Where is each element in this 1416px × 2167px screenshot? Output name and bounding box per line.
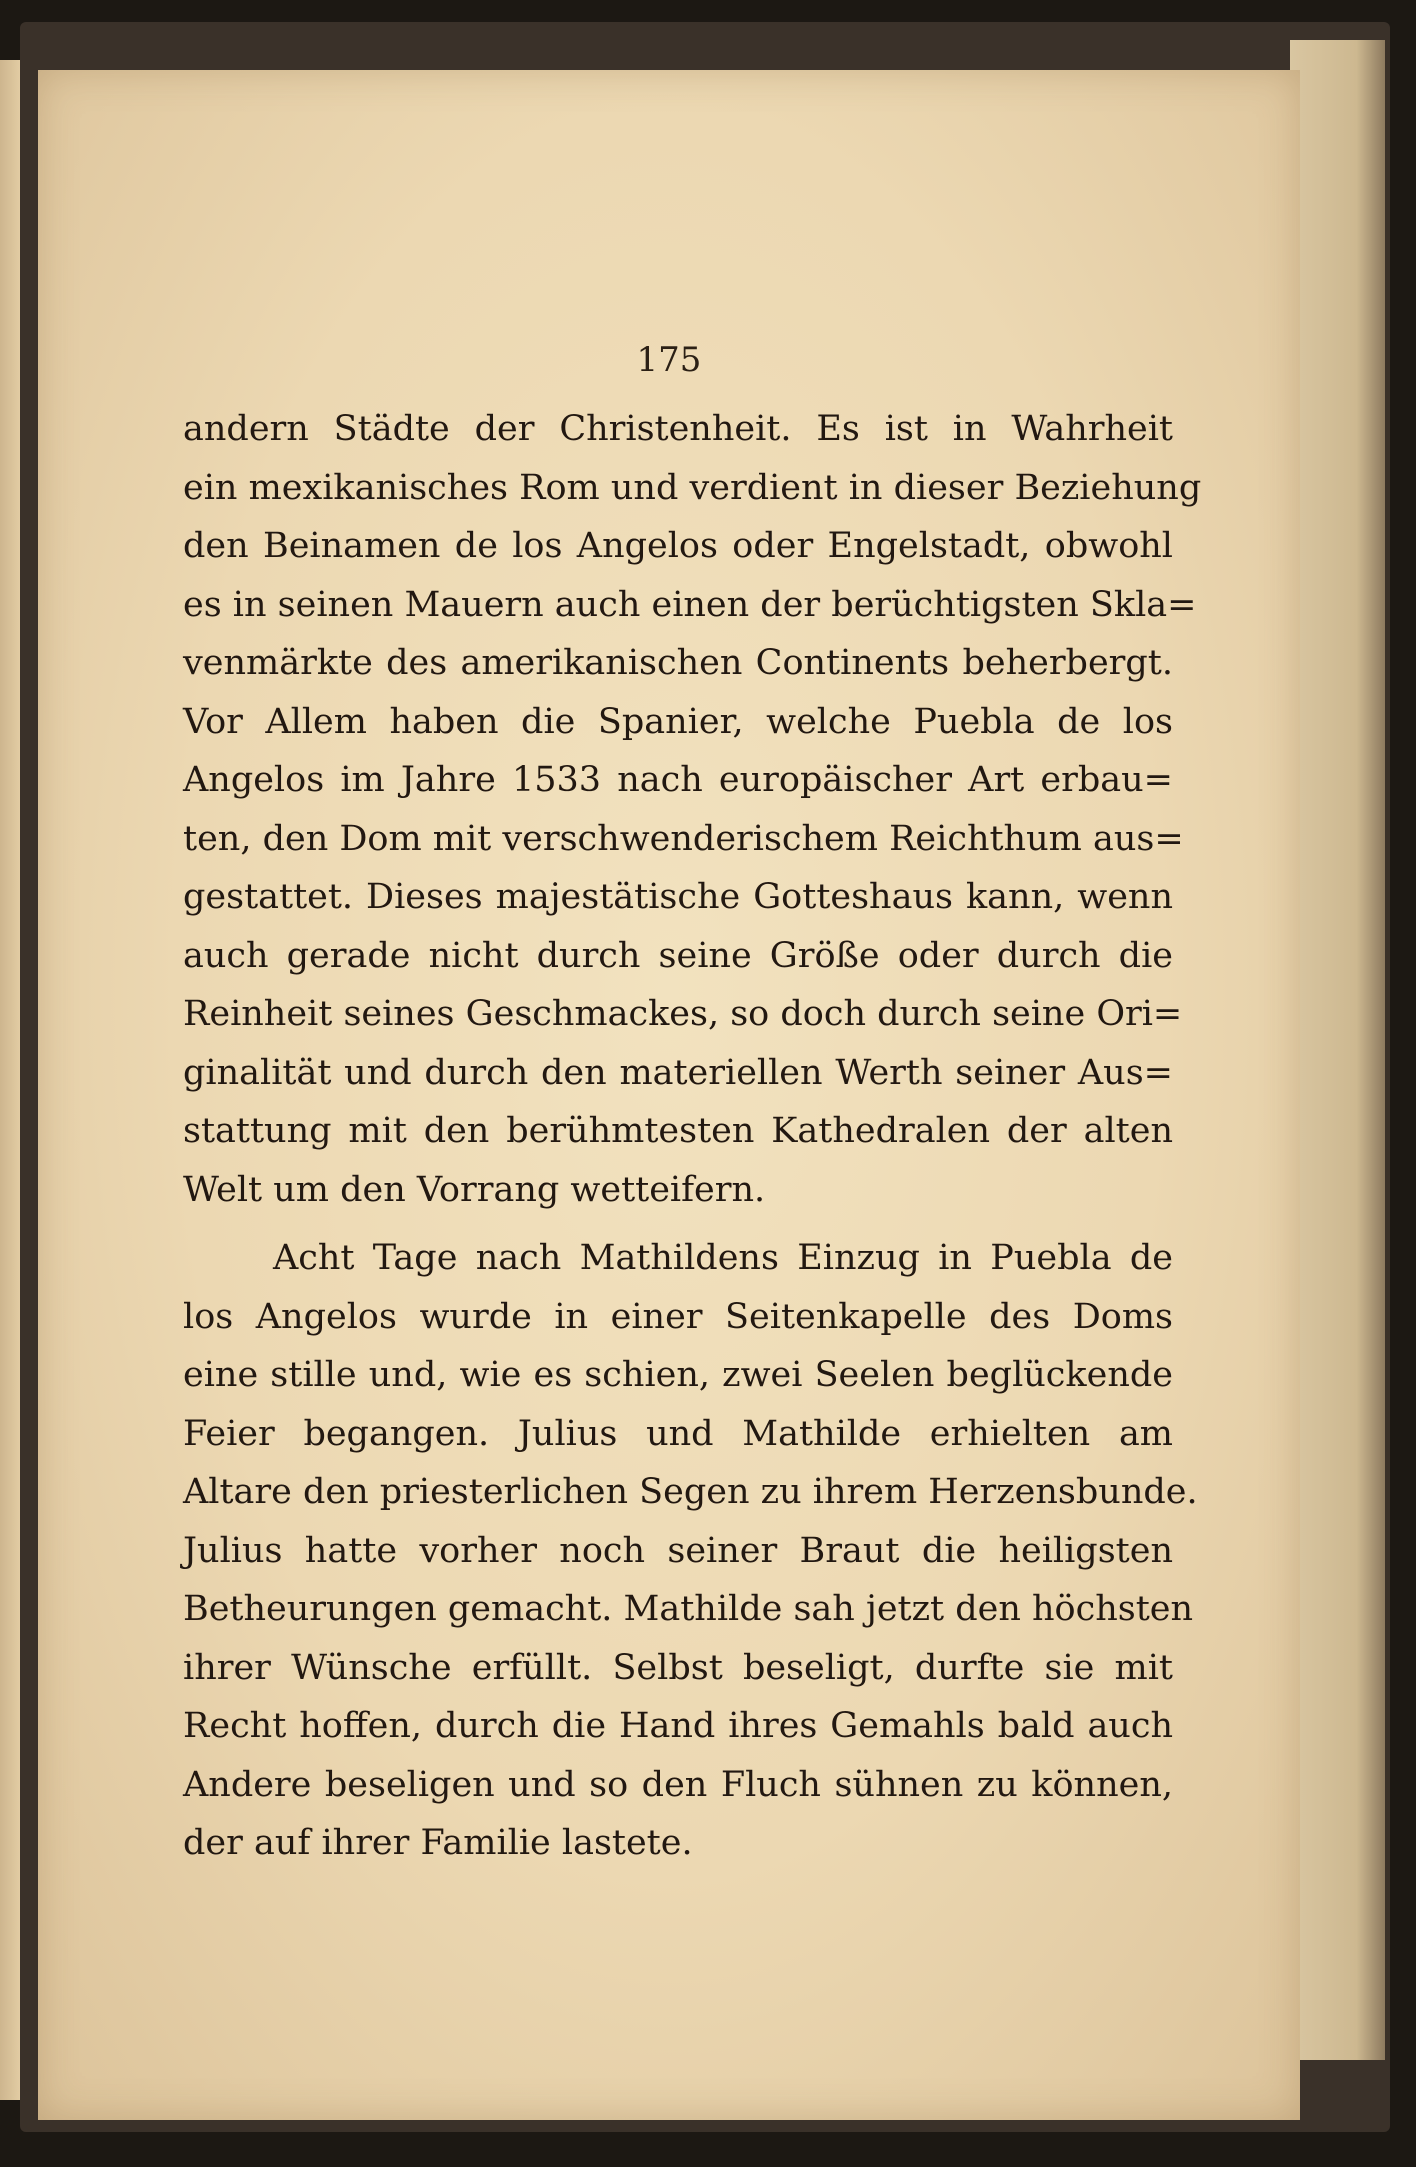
text-line: der auf ihrer Familie lastete. bbox=[183, 1823, 693, 1863]
text-line: andern Städte der Christenheit. Es ist in Wahrheit bbox=[183, 409, 1173, 449]
text-line: Betheurungen gemacht. Mathilde sah jetzt den höchsten bbox=[183, 1589, 1194, 1629]
text-line: ein mexikanisches Rom und verdient in dieser Beziehung bbox=[183, 467, 1202, 508]
text-line: Altare den priesterlichen Segen zu ihrem Herzensbunde. bbox=[183, 1472, 1198, 1512]
text-line: es in seinen Mauern auch einen der berüchtigsten Skla= bbox=[183, 584, 1197, 625]
text-line: Feier begangen. Julius und Mathilde erhielten am bbox=[183, 1413, 1173, 1454]
page-number: 175 bbox=[636, 340, 702, 380]
text-line: venmärkte des amerikanischen Continents beherbergt. bbox=[183, 643, 1173, 683]
text-line: los Angelos wurde in einer Seitenkapelle des Doms bbox=[183, 1296, 1173, 1337]
text-line: auch gerade nicht durch seine Größe oder durch die bbox=[183, 935, 1173, 976]
paragraph-gap bbox=[183, 1219, 1173, 1229]
text-line: ten, den Dom mit verschwenderischem Reichthum aus= bbox=[183, 818, 1184, 859]
text-line: ihrer Wünsche erfüllt. Selbst beseligt, durfte sie mit bbox=[183, 1647, 1173, 1688]
text-line: Acht Tage nach Mathildens Einzug in Puebla de bbox=[273, 1238, 1173, 1278]
text-line: stattung mit den berühmtesten Kathedralen der alten bbox=[183, 1111, 1173, 1151]
text-line: Reinheit seines Geschmackes, so doch durch seine Ori= bbox=[183, 994, 1183, 1034]
text-line: Recht hoffen, durch die Hand ihres Gemahls bald auch bbox=[183, 1706, 1173, 1746]
text-line: Julius hatte vorher noch seiner Braut die heiligsten bbox=[183, 1530, 1173, 1571]
cover-page-edge bbox=[1290, 40, 1385, 2060]
text-line: Andere beseligen und so den Fluch sühnen zu können, bbox=[183, 1764, 1173, 1805]
text-line: eine stille und, wie es schien, zwei Seelen beglückende bbox=[183, 1355, 1173, 1395]
text-line: Angelos im Jahre 1533 nach europäischer Art erbau= bbox=[183, 760, 1173, 800]
text-line: den Beinamen de los Angelos oder Engelstadt, obwohl bbox=[183, 526, 1173, 566]
text-line: gestattet. Dieses majestätische Gotteshaus kann, wenn bbox=[183, 877, 1173, 917]
book-page bbox=[38, 70, 1300, 2120]
text-line: Vor Allem haben die Spanier, welche Puebla de los bbox=[183, 701, 1173, 742]
text-line: Welt um den Vorrang wetteifern. bbox=[183, 1169, 766, 1210]
text-line: ginalität und durch den materiellen Werth seiner Aus= bbox=[183, 1052, 1173, 1093]
page-text bbox=[183, 400, 1202, 1873]
